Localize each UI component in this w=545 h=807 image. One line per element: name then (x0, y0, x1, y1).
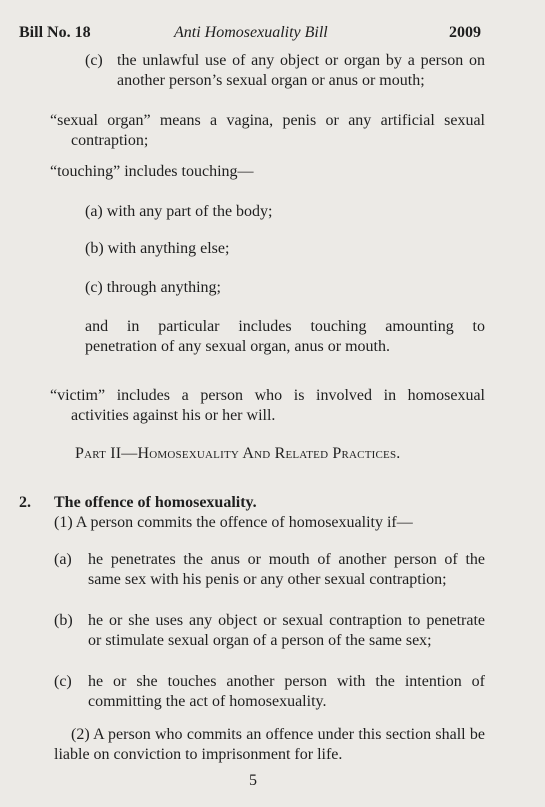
definition-victim-line-1: “victim” includes a person who is involved in homosexual (50, 387, 485, 404)
item-b-line-2: or stimulate sexual organ of a person of the same sex; (88, 632, 432, 649)
section-number: 2. (19, 494, 31, 511)
definition-victim-line-2: activities against his or her will. (71, 407, 276, 424)
definition-sexual-organ-line-1: “sexual organ” means a vagina, penis or any artificial sexual (50, 112, 485, 129)
touching-item-c: (c) through anything; (85, 279, 221, 296)
part-heading: Part II—Homosexuality And Related Practices. (75, 445, 401, 462)
touching-item-b: (b) with anything else; (85, 240, 230, 257)
bill-year: 2009 (449, 24, 481, 41)
item-c-line-2: committing the act of homosexuality. (88, 693, 327, 710)
item-b-line-1: he or she uses any object or sexual contraption to penetrate (88, 612, 485, 629)
clause-c-line-2: another person’s sexual organ or anus or mouth; (117, 72, 425, 89)
section-title: The offence of homosexuality. (54, 494, 257, 511)
item-a-line-1: he penetrates the anus or mouth of another person of the (88, 551, 485, 568)
bill-title: Anti Homosexuality Bill (174, 24, 328, 41)
item-a-line-2: same sex with his penis or any other sexual contraption; (88, 571, 447, 588)
item-c-label: (c) (54, 673, 72, 690)
subsection-1: (1) A person commits the offence of homosexuality if— (54, 514, 413, 531)
bill-number: Bill No. 18 (19, 24, 91, 41)
page-number: 5 (249, 772, 257, 789)
touching-particular-line-2: penetration of any sexual organ, anus or mouth. (85, 338, 390, 355)
item-b-label: (b) (54, 612, 73, 629)
subsection-2-line-1: (2) A person who commits an offence under this section shall be (71, 726, 485, 743)
definition-sexual-organ-line-2: contraption; (71, 132, 149, 149)
touching-item-a: (a) with any part of the body; (85, 203, 273, 220)
clause-c-label: (c) (85, 52, 103, 69)
definition-touching-intro: “touching” includes touching— (50, 163, 254, 180)
item-a-label: (a) (54, 551, 72, 568)
subsection-2-line-2: liable on conviction to imprisonment for life. (54, 746, 343, 763)
clause-c-line-1: the unlawful use of any object or organ by a person on (117, 52, 485, 69)
touching-particular-line-1: and in particular includes touching amounting to (85, 318, 485, 335)
item-c-line-1: he or she touches another person with the intention of (88, 673, 485, 690)
